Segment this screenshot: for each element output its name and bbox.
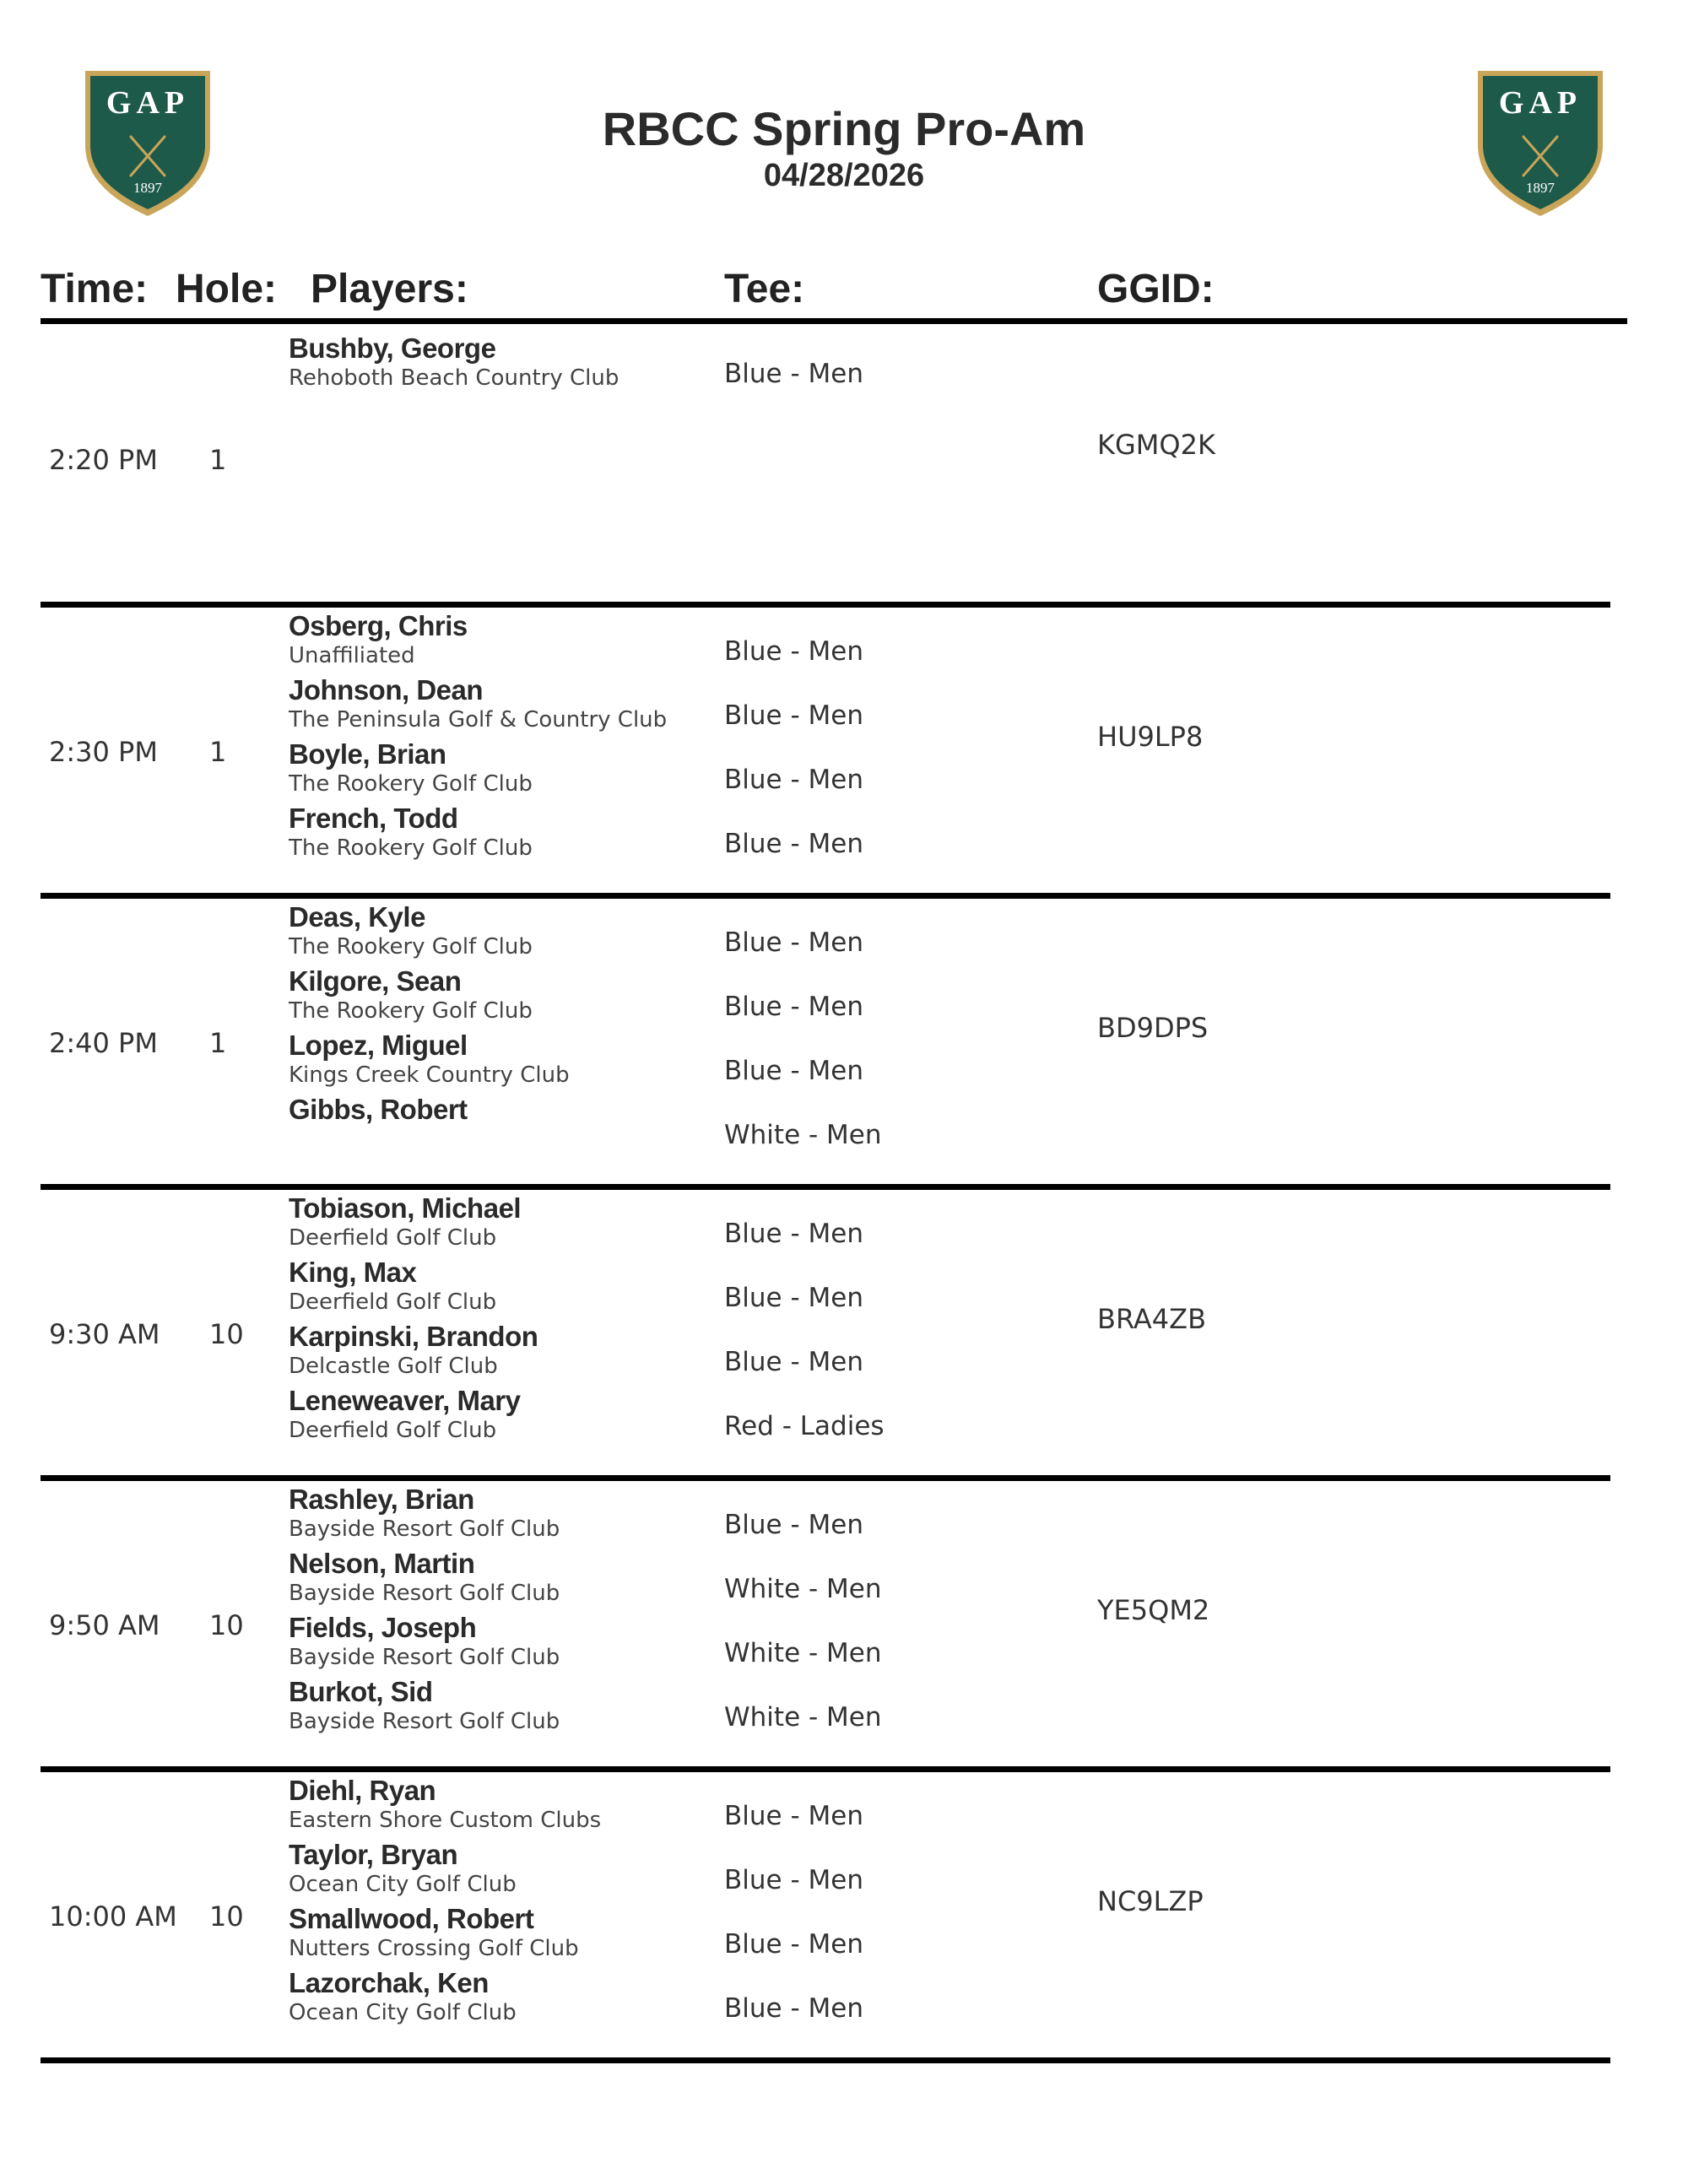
tee-time: 2:20 PM [49, 444, 158, 476]
player-club: Ocean City Golf Club [289, 2000, 517, 2025]
player-name: Johnson, Dean [289, 674, 484, 705]
player-name: Karpinski, Brandon [289, 1321, 538, 1352]
player-name: Taylor, Bryan [289, 1839, 458, 1870]
player-name: King, Max [289, 1257, 417, 1288]
tee-time-group [0, 1184, 1688, 1475]
player-entry [289, 1548, 560, 1607]
tee-time: 2:30 PM [49, 736, 158, 768]
tee-time: 10:00 AM [49, 1900, 177, 1933]
player-name: Fields, Joseph [289, 1612, 477, 1643]
player-club: Unaffiliated [289, 643, 415, 668]
ggid-code: NC9LZP [1097, 1885, 1204, 1917]
player-tee: Blue - Men [724, 1056, 863, 1086]
player-name: Kilgore, Sean [289, 965, 462, 997]
player-entry [289, 1839, 517, 1898]
player-entry [289, 1676, 560, 1735]
player-club: Bayside Resort Golf Club [289, 1645, 560, 1670]
page-title: RBCC Spring Pro-Am [602, 102, 1086, 155]
player-entry [289, 332, 619, 392]
group-divider [41, 2057, 1610, 2063]
event-date: 04/28/2026 [763, 158, 925, 193]
player-name: Leneweaver, Mary [289, 1385, 521, 1416]
player-name: Gibbs, Robert [289, 1094, 468, 1125]
column-header-tee: Tee: [724, 267, 805, 311]
player-entry [289, 1385, 521, 1444]
player-name: Burkot, Sid [289, 1676, 433, 1707]
player-club: Deerfield Golf Club [289, 1418, 497, 1443]
starting-hole: 1 [209, 444, 227, 476]
player-club: The Peninsula Golf & Country Club [289, 707, 668, 733]
player-tee: Blue - Men [724, 700, 863, 731]
starting-hole: 10 [209, 1900, 244, 1933]
player-entry [289, 803, 533, 862]
player-tee: Blue - Men [724, 992, 863, 1022]
tee-time-group [0, 893, 1688, 1184]
player-club: Bayside Resort Golf Club [289, 1581, 560, 1606]
title-block [0, 101, 1688, 194]
player-entry [289, 901, 533, 960]
player-entry [289, 1257, 496, 1316]
player-name: French, Todd [289, 803, 458, 834]
header-divider [41, 318, 1627, 324]
player-club: The Rookery Golf Club [289, 835, 533, 861]
player-tee: White - Men [724, 1120, 882, 1150]
column-header-time: Time: [41, 267, 149, 311]
tee-time-group [0, 324, 1688, 602]
player-club: Nutters Crossing Golf Club [289, 1936, 579, 1961]
player-tee: Blue - Men [724, 765, 863, 795]
player-entry [289, 1192, 521, 1251]
player-entry [289, 738, 533, 797]
player-club: Deerfield Golf Club [289, 1289, 497, 1315]
player-tee: White - Men [724, 1638, 882, 1668]
player-entry [289, 1903, 579, 1962]
player-entry [289, 674, 667, 733]
column-header-ggid: GGID: [1097, 267, 1215, 311]
player-club: The Rookery Golf Club [289, 934, 533, 960]
player-tee: Blue - Men [724, 359, 863, 389]
player-name: Boyle, Brian [289, 738, 446, 770]
player-tee: Blue - Men [724, 1801, 863, 1831]
player-entry [289, 1321, 538, 1380]
ggid-code: HU9LP8 [1097, 721, 1204, 753]
player-entry [289, 965, 533, 1024]
player-club: Rehoboth Beach Country Club [289, 365, 619, 391]
player-tee: Red - Ladies [724, 1411, 885, 1441]
player-name: Diehl, Ryan [289, 1775, 436, 1806]
starting-hole: 1 [209, 736, 227, 768]
player-club: Deerfield Golf Club [289, 1225, 497, 1251]
player-club: Kings Creek Country Club [289, 1062, 570, 1088]
svg-text:GAP: GAP [1498, 85, 1582, 121]
player-club: Delcastle Golf Club [289, 1354, 498, 1379]
player-club: Ocean City Golf Club [289, 1872, 517, 1897]
svg-text:GAP: GAP [106, 85, 190, 121]
player-tee: Blue - Men [724, 1283, 863, 1313]
ggid-code: BD9DPS [1097, 1012, 1209, 1044]
player-tee: Blue - Men [724, 927, 863, 958]
player-tee: Blue - Men [724, 1347, 863, 1377]
player-entry [289, 1484, 560, 1543]
starting-hole: 10 [209, 1609, 244, 1641]
player-name: Tobiason, Michael [289, 1192, 522, 1224]
svg-text:1897: 1897 [133, 180, 162, 196]
player-name: Nelson, Martin [289, 1548, 475, 1579]
tee-time-group [0, 1475, 1688, 1766]
tee-time: 2:40 PM [49, 1027, 158, 1059]
player-name: Deas, Kyle [289, 901, 425, 933]
player-club: Eastern Shore Custom Clubs [289, 1808, 602, 1833]
player-entry [289, 1030, 570, 1089]
player-club: The Rookery Golf Club [289, 771, 533, 797]
player-club: Bayside Resort Golf Club [289, 1516, 560, 1542]
player-entry [289, 1775, 601, 1834]
column-header-players: Players: [311, 267, 468, 311]
player-name: Smallwood, Robert [289, 1903, 534, 1934]
player-tee: Blue - Men [724, 1865, 863, 1895]
tee-time-group [0, 1766, 1688, 2057]
ggid-code: BRA4ZB [1097, 1303, 1207, 1335]
player-name: Osberg, Chris [289, 610, 468, 641]
starting-hole: 10 [209, 1318, 244, 1350]
player-name: Bushby, George [289, 332, 496, 364]
player-name: Lazorchak, Ken [289, 1967, 489, 1998]
player-tee: White - Men [724, 1574, 882, 1604]
tee-time-group [0, 602, 1688, 893]
starting-hole: 1 [209, 1027, 227, 1059]
player-entry [289, 1967, 517, 2026]
player-tee: White - Men [724, 1702, 882, 1733]
player-tee: Blue - Men [724, 1219, 863, 1249]
player-tee: Blue - Men [724, 829, 863, 859]
ggid-code: YE5QM2 [1097, 1594, 1210, 1626]
player-entry [289, 610, 468, 669]
player-entry [289, 1612, 560, 1671]
player-entry [289, 1094, 468, 1126]
player-club: Bayside Resort Golf Club [289, 1709, 560, 1734]
player-name: Rashley, Brian [289, 1484, 474, 1515]
ggid-code: KGMQ2K [1097, 429, 1215, 461]
player-tee: Blue - Men [724, 1993, 863, 2024]
tee-time: 9:50 AM [49, 1609, 160, 1641]
column-header-hole: Hole: [176, 267, 277, 311]
player-tee: Blue - Men [724, 1510, 863, 1540]
player-tee: Blue - Men [724, 1929, 863, 1960]
player-tee: Blue - Men [724, 636, 863, 667]
player-name: Lopez, Miguel [289, 1030, 468, 1061]
tee-time: 9:30 AM [49, 1318, 160, 1350]
svg-text:1897: 1897 [1526, 180, 1555, 196]
player-club: The Rookery Golf Club [289, 998, 533, 1024]
